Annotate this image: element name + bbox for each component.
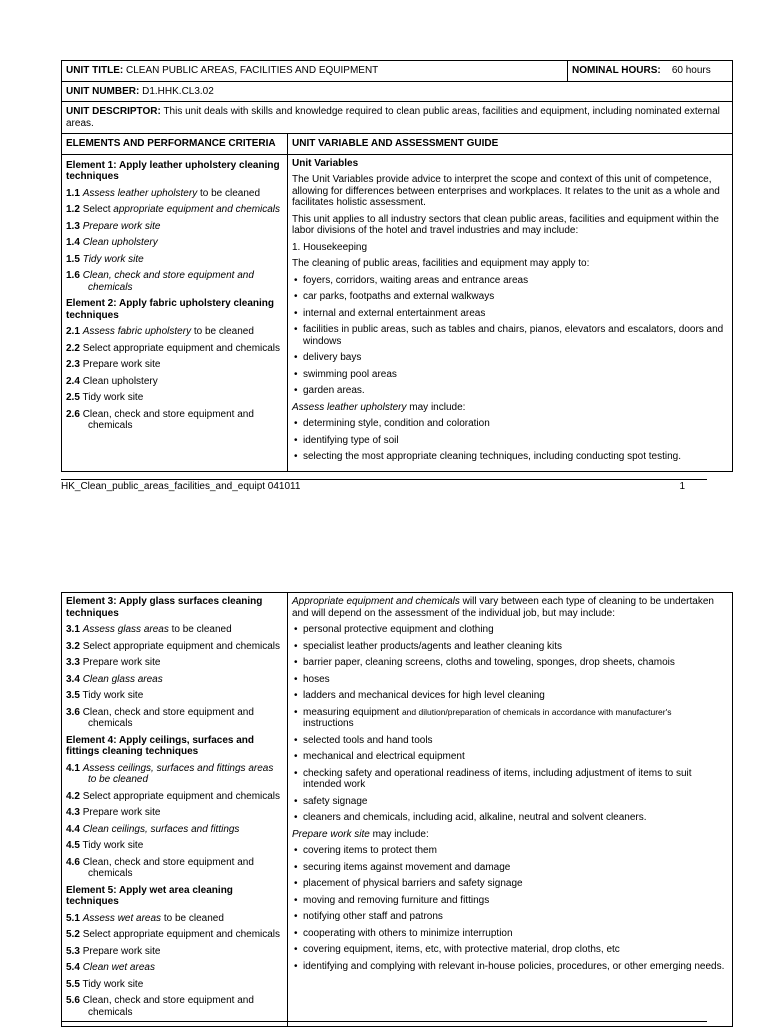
guide-column-2 [288, 593, 733, 1027]
element-5-heading: Element 5: Apply wet area cleaning techniques [66, 884, 233, 907]
element-3-heading: Element 3: Apply glass surfaces cleaning techniques [66, 596, 263, 619]
prepare-site-label: Prepare work site [292, 828, 370, 840]
criterion-emphasis: Prepare work site [82, 220, 161, 232]
criterion-item [66, 221, 283, 233]
criterion-item [66, 641, 283, 653]
criterion-number: 2.2 [66, 342, 80, 354]
bullet-item: • car parks, footpaths and external walkways [292, 291, 728, 303]
criterion-number: 5.1 [66, 912, 80, 924]
criterion-number: 2.3 [66, 359, 80, 370]
criterion-item [66, 326, 283, 338]
bullet-item: • cooperating with others to minimize interruption [292, 928, 728, 940]
criterion-emphasis: Clean ceilings, surfaces and fittings [82, 823, 240, 835]
criterion-continuation: chemicals [88, 420, 133, 431]
criterion-number: 2.1 [66, 326, 80, 337]
criterion-item [66, 392, 283, 404]
measuring-equipment-item [292, 707, 728, 730]
criterion-text: Prepare work site [82, 657, 161, 668]
bullet-item: • facilities in public areas, such as tables and chairs, pianos, elevators and escalators, doors and windows [292, 324, 728, 347]
bullet-item: • moving and removing furniture and fittings [292, 895, 728, 907]
bullet-item: • barrier paper, cleaning screens, cloths and toweling, sponges, drop sheets, chamois [292, 657, 728, 669]
unit-number-label: UNIT NUMBER: [66, 85, 140, 97]
assess-leather-label: Assess leather upholstery [292, 401, 407, 413]
criterion-text: Prepare work site [82, 359, 161, 370]
criteria-list-e2 [66, 326, 283, 432]
bullet-item: • internal and external entertainment areas [292, 308, 728, 320]
guide-column [288, 154, 733, 471]
nominal-hours-label: NOMINAL HOURS: [572, 65, 661, 76]
criterion-item [66, 962, 283, 974]
criterion-text: Tidy work site [82, 392, 144, 403]
criterion-item [66, 409, 283, 432]
criterion-rest: to be cleaned [197, 187, 261, 199]
bullet-item: • covering equipment, items, etc, with protective material, drop cloths, etc [292, 944, 728, 956]
areas-list [292, 275, 728, 397]
criterion-number: 4.4 [66, 823, 80, 835]
col-right-header [288, 134, 733, 155]
unit-variables-scope: This unit applies to all industry sectors that clean public areas, facilities and equipment within the labor divisions of the hotel and travel industries and may include: [292, 213, 719, 236]
criterion-item [66, 254, 283, 266]
col-right-header-text: UNIT VARIABLE AND ASSESSMENT GUIDE [292, 138, 499, 149]
criterion-item [66, 995, 283, 1018]
criterion-text: Tidy work site [82, 978, 144, 990]
criterion-text: Tidy work site [82, 690, 144, 701]
criterion-number: 5.4 [66, 962, 80, 973]
criterion-number: 3.4 [66, 673, 80, 685]
criterion-number: 4.2 [66, 790, 80, 802]
criteria-list-e1 [66, 188, 283, 294]
col-left-header [62, 134, 288, 155]
bullet-item: • determining style, condition and coloration [292, 418, 728, 430]
bullet-item: • covering items to protect them [292, 845, 728, 857]
criterion-text: Clean, check and store equipment and [82, 995, 254, 1006]
criterion-number: 3.3 [66, 657, 80, 668]
prepare-site-suffix: may include: [369, 828, 429, 840]
criterion-text: Select appropriate equipment and chemicals [82, 640, 281, 652]
criterion-continuation: chemicals [88, 868, 133, 879]
criterion-number: 2.4 [66, 375, 80, 387]
criterion-emphasis: Clean, check and store equipment and [82, 270, 254, 281]
bullet-item: • notifying other staff and patrons [292, 911, 728, 923]
criterion-item [66, 840, 283, 852]
criterion-item [66, 343, 283, 355]
criterion-number: 2.6 [66, 408, 80, 420]
criterion-emphasis: Clean upholstery [82, 237, 158, 248]
criterion-number: 4.1 [66, 762, 80, 774]
criterion-item [66, 913, 283, 925]
criterion-item [66, 237, 283, 249]
bullet-item: • identifying type of soil [292, 435, 728, 447]
criterion-item [66, 707, 283, 730]
criterion-item [66, 624, 283, 636]
criterion-emphasis: Assess fabric upholstery [82, 326, 192, 337]
criterion-emphasis: Tidy work site [82, 253, 144, 265]
measuring-text-b: and dilution/preparation of chemicals in accordance with manufacturer's [401, 706, 672, 717]
bullet-item: • selected tools and hand tools [292, 735, 728, 747]
criterion-emphasis: Assess ceilings, surfaces and fittings areas [82, 762, 274, 774]
page-footer [61, 479, 707, 492]
criterion-continuation: to be cleaned [88, 774, 149, 785]
criterion-continuation: chemicals [88, 281, 133, 293]
criterion-item [66, 979, 283, 991]
criterion-emphasis: Assess wet areas [82, 912, 162, 924]
criterion-emphasis: appropriate equipment and chemicals [113, 204, 281, 215]
criterion-item [66, 188, 283, 200]
criterion-number: 1.1 [66, 187, 80, 199]
criterion-number: 1.2 [66, 204, 80, 215]
criterion-item [66, 674, 283, 686]
criterion-number: 1.3 [66, 220, 80, 232]
criterion-text: Prepare work site [82, 945, 161, 957]
criterion-item [66, 359, 283, 371]
criterion-text: Select appropriate equipment and chemicals [82, 790, 281, 802]
prepare-list [292, 845, 728, 972]
criterion-continuation: chemicals [88, 1006, 133, 1018]
criteria-list-e5 [66, 913, 283, 1019]
bullet-item: • selecting the most appropriate cleaning techniques, including conducting spot testing. [292, 451, 728, 463]
elements-column [62, 154, 288, 471]
unit-table-page2 [61, 592, 733, 1027]
bullet-item: • identifying and complying with relevant in-house policies, procedures, or other emerging needs. [292, 961, 728, 973]
criterion-item [66, 204, 283, 216]
equipment-list [292, 624, 728, 702]
nominal-hours: 60 hours [671, 65, 711, 76]
criterion-item [66, 929, 283, 941]
bullet-item: • ladders and mechanical devices for high level cleaning [292, 690, 728, 702]
criterion-item [66, 376, 283, 388]
criterion-text: Clean upholstery [82, 375, 158, 387]
unit-variables-intro: The Unit Variables provide advice to interpret the scope and context of this unit of competence, allowing for differences between enterprises and workplaces. It relates to the unit as a whole and facilitates holistic assessment. [292, 174, 720, 208]
criterion-item [66, 857, 283, 880]
unit-number-cell [62, 81, 733, 102]
measuring-text-c: instructions [303, 718, 354, 729]
element-2-heading: Element 2: Apply fabric upholstery cleaning techniques [66, 298, 275, 321]
housekeeping-item: 1. Housekeeping [292, 241, 368, 253]
criterion-item [66, 690, 283, 702]
criterion-number: 3.2 [66, 640, 80, 652]
bullet-item: • delivery bays [292, 352, 728, 364]
criterion-text: Clean, check and store equipment and [82, 706, 254, 718]
bullet-item: • mechanical and electrical equipment [292, 751, 728, 763]
criterion-text: Clean, check and store equipment and [82, 856, 254, 868]
criterion-number: 5.3 [66, 945, 80, 957]
criterion-emphasis: Clean glass areas [82, 673, 163, 685]
element-4-heading: Element 4: Apply ceilings, surfaces and fittings cleaning techniques [66, 734, 255, 757]
element-1-heading: Element 1: Apply leather upholstery cleaning techniques [66, 159, 280, 182]
bullet-item: • hoses [292, 674, 728, 686]
criterion-rest: to be cleaned [191, 326, 254, 337]
criterion-text: Select appropriate equipment and chemicals [82, 929, 281, 940]
criterion-emphasis: Clean wet areas [82, 962, 155, 973]
unit-variables-title: Unit Variables [292, 157, 359, 169]
criterion-number: 1.5 [66, 253, 80, 265]
unit-number: D1.HHK.CL3.02 [142, 85, 214, 97]
criterion-number: 1.6 [66, 270, 80, 281]
footer-filename: HK_Clean_public_areas_facilities_and_equipt 041011 [61, 481, 301, 492]
criterion-pre: Select [82, 204, 114, 215]
bullet-item: • cleaners and chemicals, including acid, alkaline, neutral and solvent cleaners. [292, 812, 728, 824]
nominal-hours-cell [568, 61, 733, 82]
criterion-number: 2.5 [66, 392, 80, 403]
unit-title: CLEAN PUBLIC AREAS, FACILITIES AND EQUIPMENT [126, 65, 379, 76]
criterion-number: 1.4 [66, 237, 80, 248]
criterion-item [66, 946, 283, 958]
bullet-item: • swimming pool areas [292, 369, 728, 381]
criteria-list-e4 [66, 763, 283, 880]
bullet-item: • personal protective equipment and clothing [292, 624, 728, 636]
criterion-text: Prepare work site [82, 807, 161, 818]
criterion-emphasis: Assess glass areas [82, 624, 169, 635]
criterion-number: 3.5 [66, 690, 80, 701]
criterion-item [66, 763, 283, 786]
criterion-number: 5.6 [66, 995, 80, 1006]
bullet-item: • specialist leather products/agents and leather cleaning kits [292, 641, 728, 653]
criterion-text: Select appropriate equipment and chemicals [82, 342, 281, 354]
bullet-item: • checking safety and operational readiness of items, including adjustment of items to suit intended work [292, 768, 728, 791]
criteria-list-e3 [66, 624, 283, 730]
equipment-list-2 [292, 735, 728, 824]
criterion-item [66, 270, 283, 293]
equipment-intro: will vary between each type of cleaning to be undertaken and will depend on the assessment of the individual job, but may include: [292, 596, 714, 619]
bullet-item: • foyers, corridors, waiting areas and entrance areas [292, 275, 728, 287]
criterion-number: 3.1 [66, 624, 80, 635]
unit-descriptor-cell [62, 102, 733, 134]
criterion-number: 4.5 [66, 840, 80, 851]
bullet-item: • safety signage [292, 796, 728, 808]
criterion-number: 4.6 [66, 856, 80, 868]
unit-descriptor-label: UNIT DESCRIPTOR: [66, 106, 161, 117]
criterion-item [66, 657, 283, 669]
measuring-text-a: measuring equipment [303, 706, 402, 718]
criterion-item [66, 824, 283, 836]
col-left-header-text: ELEMENTS AND PERFORMANCE CRITERIA [66, 138, 276, 149]
criterion-number: 5.5 [66, 978, 80, 990]
criterion-number: 3.6 [66, 706, 80, 718]
bullet-item: • garden areas. [292, 385, 728, 397]
assess-list [292, 418, 728, 463]
assess-leather-suffix: may include: [406, 401, 466, 413]
criterion-number: 5.2 [66, 929, 80, 940]
bullet-item: • securing items against movement and damage [292, 862, 728, 874]
unit-descriptor: This unit deals with skills and knowledge required to clean public areas, facilities and equipment, including nominated external areas. [66, 106, 720, 129]
criterion-text: Clean, check and store equipment and [82, 408, 254, 420]
criterion-number: 4.3 [66, 807, 80, 818]
cleaning-applies-text: The cleaning of public areas, facilities and equipment may apply to: [292, 258, 590, 269]
unit-title-label: UNIT TITLE: [66, 65, 124, 76]
bullet-item: • placement of physical barriers and safety signage [292, 878, 728, 890]
criterion-rest: to be cleaned [161, 912, 224, 924]
page-footer-2 [61, 1021, 707, 1022]
unit-title-cell [62, 61, 568, 82]
criterion-item [66, 791, 283, 803]
criterion-item [66, 807, 283, 819]
criterion-continuation: chemicals [88, 718, 133, 729]
criterion-rest: to be cleaned [168, 624, 232, 635]
criterion-emphasis: Assess leather upholstery [82, 187, 198, 199]
footer-page-number: 1 [679, 481, 685, 492]
criterion-text: Tidy work site [82, 840, 144, 851]
equipment-label: Appropriate equipment and chemicals [292, 596, 460, 607]
unit-table-page1 [61, 60, 733, 472]
elements-column-2 [62, 593, 288, 1027]
